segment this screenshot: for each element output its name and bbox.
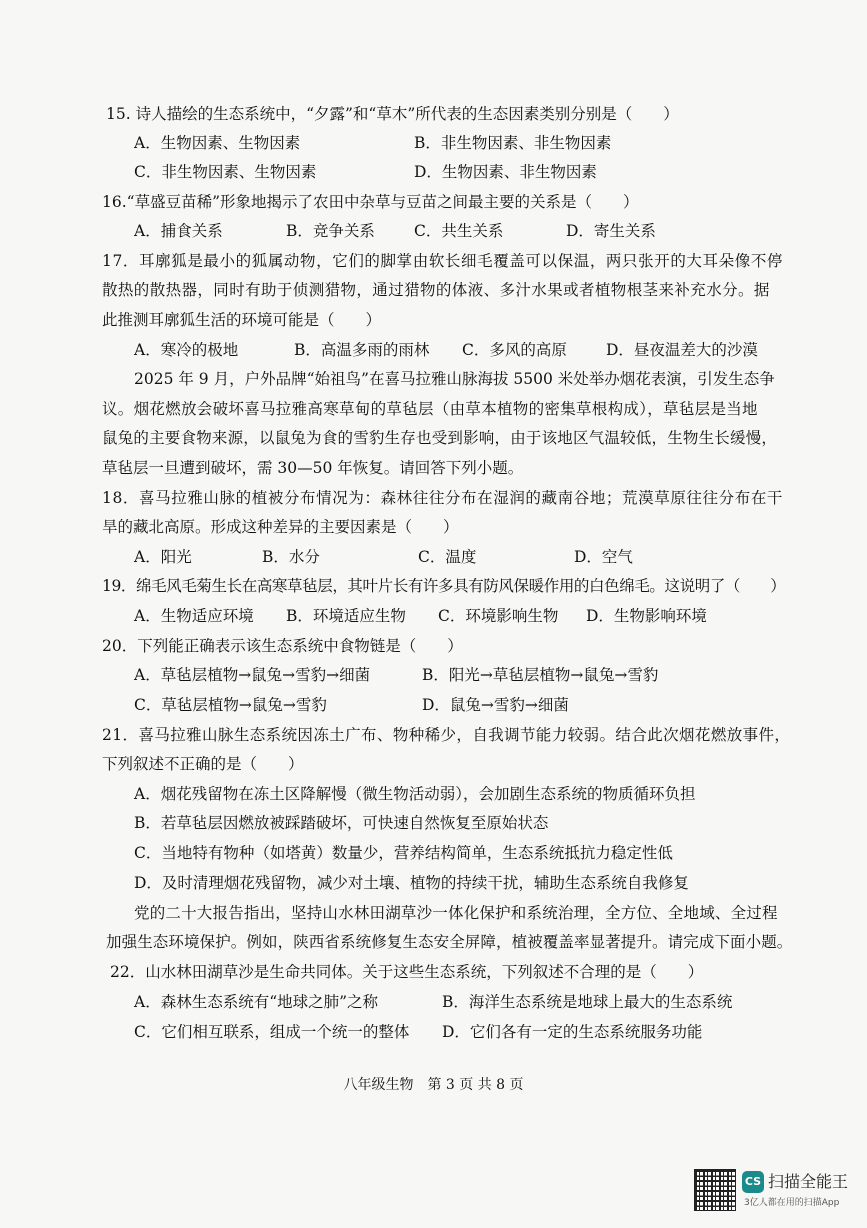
option-a: A．森林生态系统有“地球之肺”之称 (134, 993, 379, 1011)
option-b: B．非生物因素、非生物因素 (414, 134, 612, 152)
option-d: D．空气 (574, 548, 633, 566)
option-c: C．共生关系 (414, 222, 504, 240)
scanner-watermark (694, 1167, 864, 1215)
question-21-option-d: D．及时清理烟花残留物，减少对土壤、植物的持续干扰，辅助生态系统自我修复 (134, 874, 689, 892)
option-d: D．昼夜温差大的沙漠 (606, 341, 758, 359)
option-b: B．阳光→草毡层植物→鼠兔→雪豹 (422, 666, 659, 684)
passage-1-line-1: 2025 年 9 月，户外品牌“始祖鸟”在喜马拉雅山脉海拔 5500 米处举办烟花表演，引发生态争 (134, 370, 775, 388)
option-a: A．阳光 (134, 548, 192, 566)
option-c: C．草毡层植物→鼠兔→雪豹 (134, 696, 327, 714)
question-17-line-3: 此推测耳廓狐生活的环境可能是（ ） (102, 311, 382, 329)
question-19-stem: 19．绵毛风毛菊生长在高寒草毡层，其叶片长有许多具有防风保暖作用的白色绵毛。这说明了（ ） (102, 577, 786, 595)
question-18-line-1: 18．喜马拉雅山脉的植被分布情况为：森林往往分布在湿润的藏南谷地；荒漠草原往往分布在干 (102, 489, 784, 507)
option-a: A．生物适应环境 (134, 607, 254, 625)
question-21-line-2: 下列叙述不正确的是（ ） (102, 755, 304, 773)
option-b: B．海洋生态系统是地球上最大的生态系统 (442, 993, 733, 1011)
question-22-stem: 22．山水林田湖草沙是生命共同体。关于这些生态系统，下列叙述不合理的是（ ） (110, 963, 704, 981)
cs-logo-icon: CS (742, 1171, 764, 1193)
option-c: C．温度 (418, 548, 477, 566)
question-17-line-2: 散热的散热器，同时有助于侦测猎物，通过猎物的体液、多汁水果或者植物根茎来补充水分。据 (102, 281, 770, 299)
question-21-option-a: A．烟花残留物在冻土区降解慢（微生物活动弱），会加剧生态系统的物质循环负担 (134, 785, 696, 803)
option-a: A．寒冷的极地 (134, 341, 239, 359)
option-d: D．它们各有一定的生态系统服务功能 (442, 1023, 703, 1041)
option-c: C．它们相互联系，组成一个统一的整体 (134, 1023, 410, 1041)
passage-2-line-1: 党的二十大报告指出，坚持山水林田湖草沙一体化保护和系统治理，全方位、全地域、全过程 (134, 904, 778, 922)
option-b: B．高温多雨的雨林 (294, 341, 430, 359)
option-b: B．环境适应生物 (286, 607, 406, 625)
question-17-line-1: 17．耳廓狐是最小的狐属动物，它们的脚掌由软长细毛覆盖可以保温，两只张开的大耳朵像不停 (102, 252, 784, 270)
question-21-line-1: 21．喜马拉雅山脉生态系统因冻土广布、物种稀少，自我调节能力较弱。结合此次烟花燃放事件， (102, 726, 791, 744)
question-21-option-c: C．当地特有物种（如塔黄）数量少，营养结构简单，生态系统抵抗力稳定性低 (134, 844, 673, 862)
option-c: C．环境影响生物 (438, 607, 559, 625)
passage-1-line-2: 议。烟花燃放会破坏喜马拉雅高寒草甸的草毡层（由草本植物的密集草根构成），草毡层是当地 (102, 400, 758, 418)
question-18-line-2: 旱的藏北高原。形成这种差异的主要因素是（ ） (102, 518, 459, 536)
option-a: A．草毡层植物→鼠兔→雪豹→细菌 (134, 666, 371, 684)
option-c: C．非生物因素、生物因素 (134, 163, 317, 181)
option-d: D．寄生关系 (566, 222, 656, 240)
option-d: D．鼠兔→雪豹→细菌 (422, 696, 569, 714)
question-20-stem: 20．下列能正确表示该生态系统中食物链是（ ） (102, 637, 463, 655)
passage-1-line-4: 草毡层一旦遭到破坏，需 30—50 年恢复。请回答下列小题。 (102, 459, 524, 477)
question-21-option-b: B．若草毡层因燃放被踩踏破坏，可快速自然恢复至原始状态 (134, 814, 549, 832)
option-c: C．多风的高原 (462, 341, 567, 359)
option-d: D．生物影响环境 (586, 607, 707, 625)
question-16-stem: 16.“草盛豆苗稀”形象地揭示了农田中杂草与豆苗之间最主要的关系是（ ） (102, 193, 639, 211)
watermark-brand: 扫描全能王 (768, 1172, 849, 1191)
option-a: A．捕食关系 (134, 222, 223, 240)
qr-code-icon (694, 1169, 736, 1211)
option-b: B．竞争关系 (286, 222, 375, 240)
option-b: B．水分 (262, 548, 320, 566)
passage-2-line-2: 加强生态环境保护。例如，陕西省系统修复生态安全屏障，植被覆盖率显著提升。请完成下面小题。 (106, 933, 793, 951)
passage-1-line-3: 鼠兔的主要食物来源，以鼠兔为食的雪豹生存也受到影响，由于该地区气温较低，生物生长缓慢， (102, 429, 778, 447)
option-a: A．生物因素、生物因素 (134, 134, 301, 152)
page-footer: 八年级生物 第 3 页 共 8 页 (343, 1077, 524, 1093)
option-d: D．生物因素、非生物因素 (414, 163, 597, 181)
question-15-stem: 15. 诗人描绘的生态系统中，“夕露”和“草木”所代表的生态因素类别分别是（ ） (106, 105, 679, 123)
watermark-subtitle: 3亿人都在用的扫描App (744, 1198, 840, 1208)
